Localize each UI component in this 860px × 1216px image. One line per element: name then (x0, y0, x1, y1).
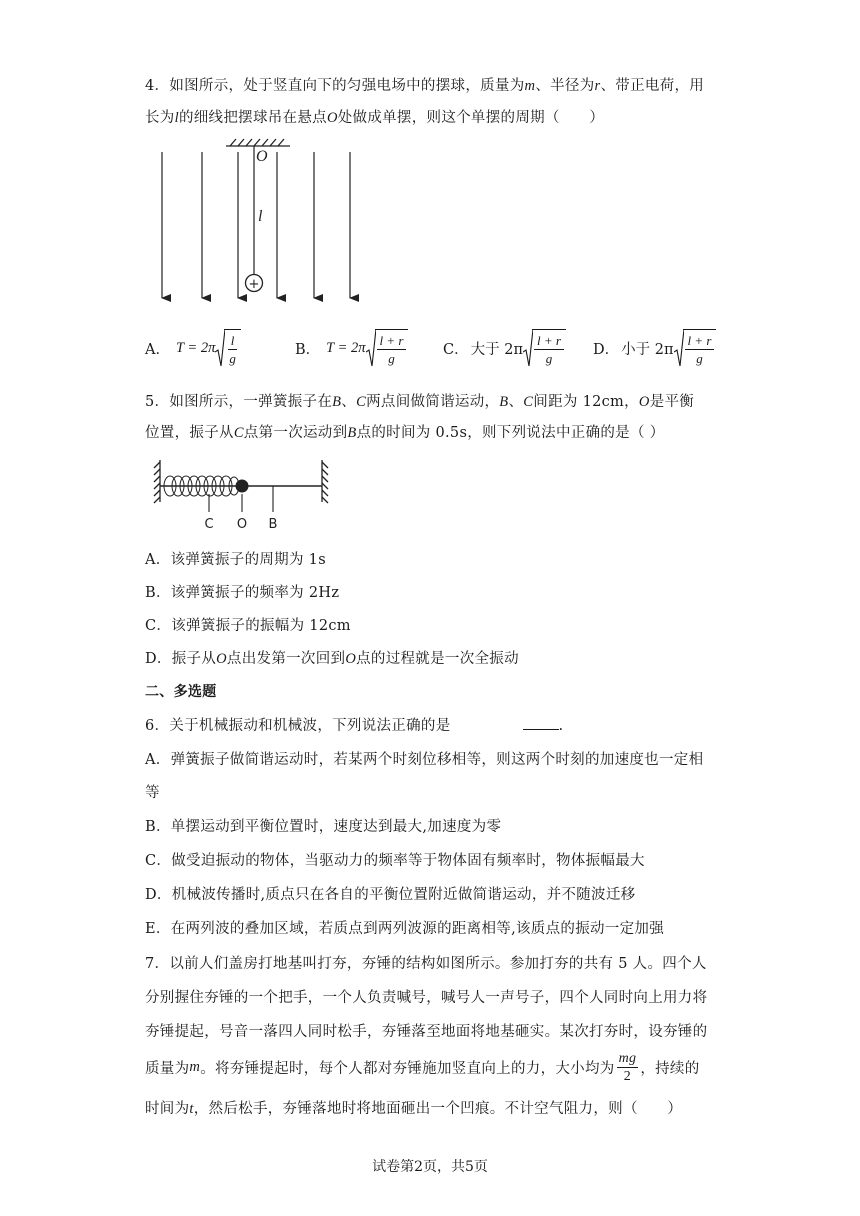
q4-option-c[interactable]: C． 大于 2π $\frac{l + r}{g}$ (443, 320, 566, 376)
q6-option-c[interactable]: C．做受迫振动的物体，当驱动力的频率等于物体固有频率时，物体振幅最大 (145, 853, 645, 869)
sqrt-symbol: $\frac{l + r}{g}$ (523, 328, 566, 368)
q7-stem-line4: 质量为 m 。将夯锤提起时，每个人都对夯锤施加竖直向上的力，大小均为 mg 2 ，持续的 (145, 1051, 700, 1084)
q4-stem-line1: 4．如图所示，处于竖直向下的匀强电场中的摆球，质量为m、半径为r、带正电荷，用 (145, 78, 705, 94)
q5-option-c[interactable]: C．该弹簧振子的振幅为 12cm (145, 618, 351, 634)
pivot-label-O: O (256, 148, 268, 165)
right-wall (322, 460, 328, 503)
q5-stem-line1: 5．如图所示，一弹簧振子在B、C两点间做简谐运动，B、C间距为 12cm，O是平衡 (145, 394, 695, 410)
q4-option-b[interactable]: B． T = 2π $\frac{l + r}{g}$ (295, 320, 408, 376)
var-m: m (524, 78, 536, 94)
q6-option-e[interactable]: E．在两列波的叠加区域，若质点到两列波源的距离相等,该质点的振动一定加强 (145, 921, 664, 937)
q6-option-d[interactable]: D．机械波传播时,质点只在各自的平衡位置附近做简谐运动，并不随波迁移 (145, 887, 636, 903)
q4-option-d[interactable]: D． 小于 2π $\frac{l + r}{g}$ (593, 320, 716, 376)
force-fraction: mg 2 (618, 1051, 637, 1084)
left-wall (154, 460, 160, 503)
q7-stem-line2: 分别握住夯锤的一个把手，一个人负责喊号，喊号人一声号子，四个人同时向上用力将 (145, 990, 708, 1006)
sqrt-symbol: $\frac{l + r}{g}$ (674, 328, 717, 368)
var-r: r (594, 78, 601, 94)
q5-stem-line2: 位置，振子从C点第一次运动到B点的时间为 0.5s，则下列说法中正确的是（ ） (145, 425, 665, 441)
label-C: C (204, 517, 214, 532)
spring-oscillator-figure (150, 456, 330, 534)
q4-options (145, 320, 725, 380)
ceiling-support (226, 139, 290, 146)
q6-option-a-line2: 等 (145, 785, 160, 801)
q7-stem-line3: 夯锤提起，号音一落四人同时松手，夯锤落至地面将地基砸实。某次打夯时，设夯锤的 (145, 1024, 708, 1040)
sqrt-symbol: $\frac{l + r}{g}$ (366, 328, 409, 368)
var-O: O (326, 110, 338, 126)
label-B: B (268, 517, 278, 532)
q6-stem: 6．关于机械振动和机械波，下列说法正确的是 . (145, 718, 564, 734)
q6-option-b[interactable]: B．单摆运动到平衡位置时，速度达到最大,加速度为零 (145, 819, 502, 835)
q4-stem-line2: 长为l的细线把摆球吊在悬点O处做成单摆，则这个单摆的周期（ ） (145, 110, 605, 126)
pendulum-field-figure (150, 138, 365, 310)
q5-option-b[interactable]: B．该弹簧振子的频率为 2Hz (145, 585, 340, 601)
string-length-label: l (258, 208, 263, 225)
q6-option-a-line1[interactable]: A．弹簧振子做简谐运动时，若某两个时刻位移相等，则这两个时刻的加速度也一定相 (145, 752, 704, 768)
section-heading-multiple-choice: 二、多选题 (145, 684, 217, 700)
q7-stem-line5: 时间为t，然后松手，夯锤落地时将地面砸出一个凹痕。不计空气阻力，则（ ） (145, 1101, 683, 1117)
oscillator-mass (236, 480, 249, 493)
answer-blank[interactable] (523, 717, 559, 730)
label-O: O (236, 517, 248, 532)
q4-option-a[interactable]: A． T = 2π $\frac{l}{g}$ (145, 320, 241, 376)
var-l: l (174, 110, 179, 126)
q5-option-a[interactable]: A．该弹簧振子的周期为 1s (145, 552, 326, 568)
positive-charge-icon: + (248, 277, 260, 292)
q5-option-d[interactable]: D．振子从O点出发第一次回到O点的过程就是一次全振动 (145, 651, 519, 667)
sqrt-symbol: $\frac{l}{g}$ (215, 328, 241, 368)
q7-stem-line1: 7．以前人们盖房打地基叫打夯，夯锤的结构如图所示。参加打夯的共有 5 人。四个人 (145, 956, 707, 972)
page-footer: 试卷第2页，共5页 (372, 1159, 488, 1175)
